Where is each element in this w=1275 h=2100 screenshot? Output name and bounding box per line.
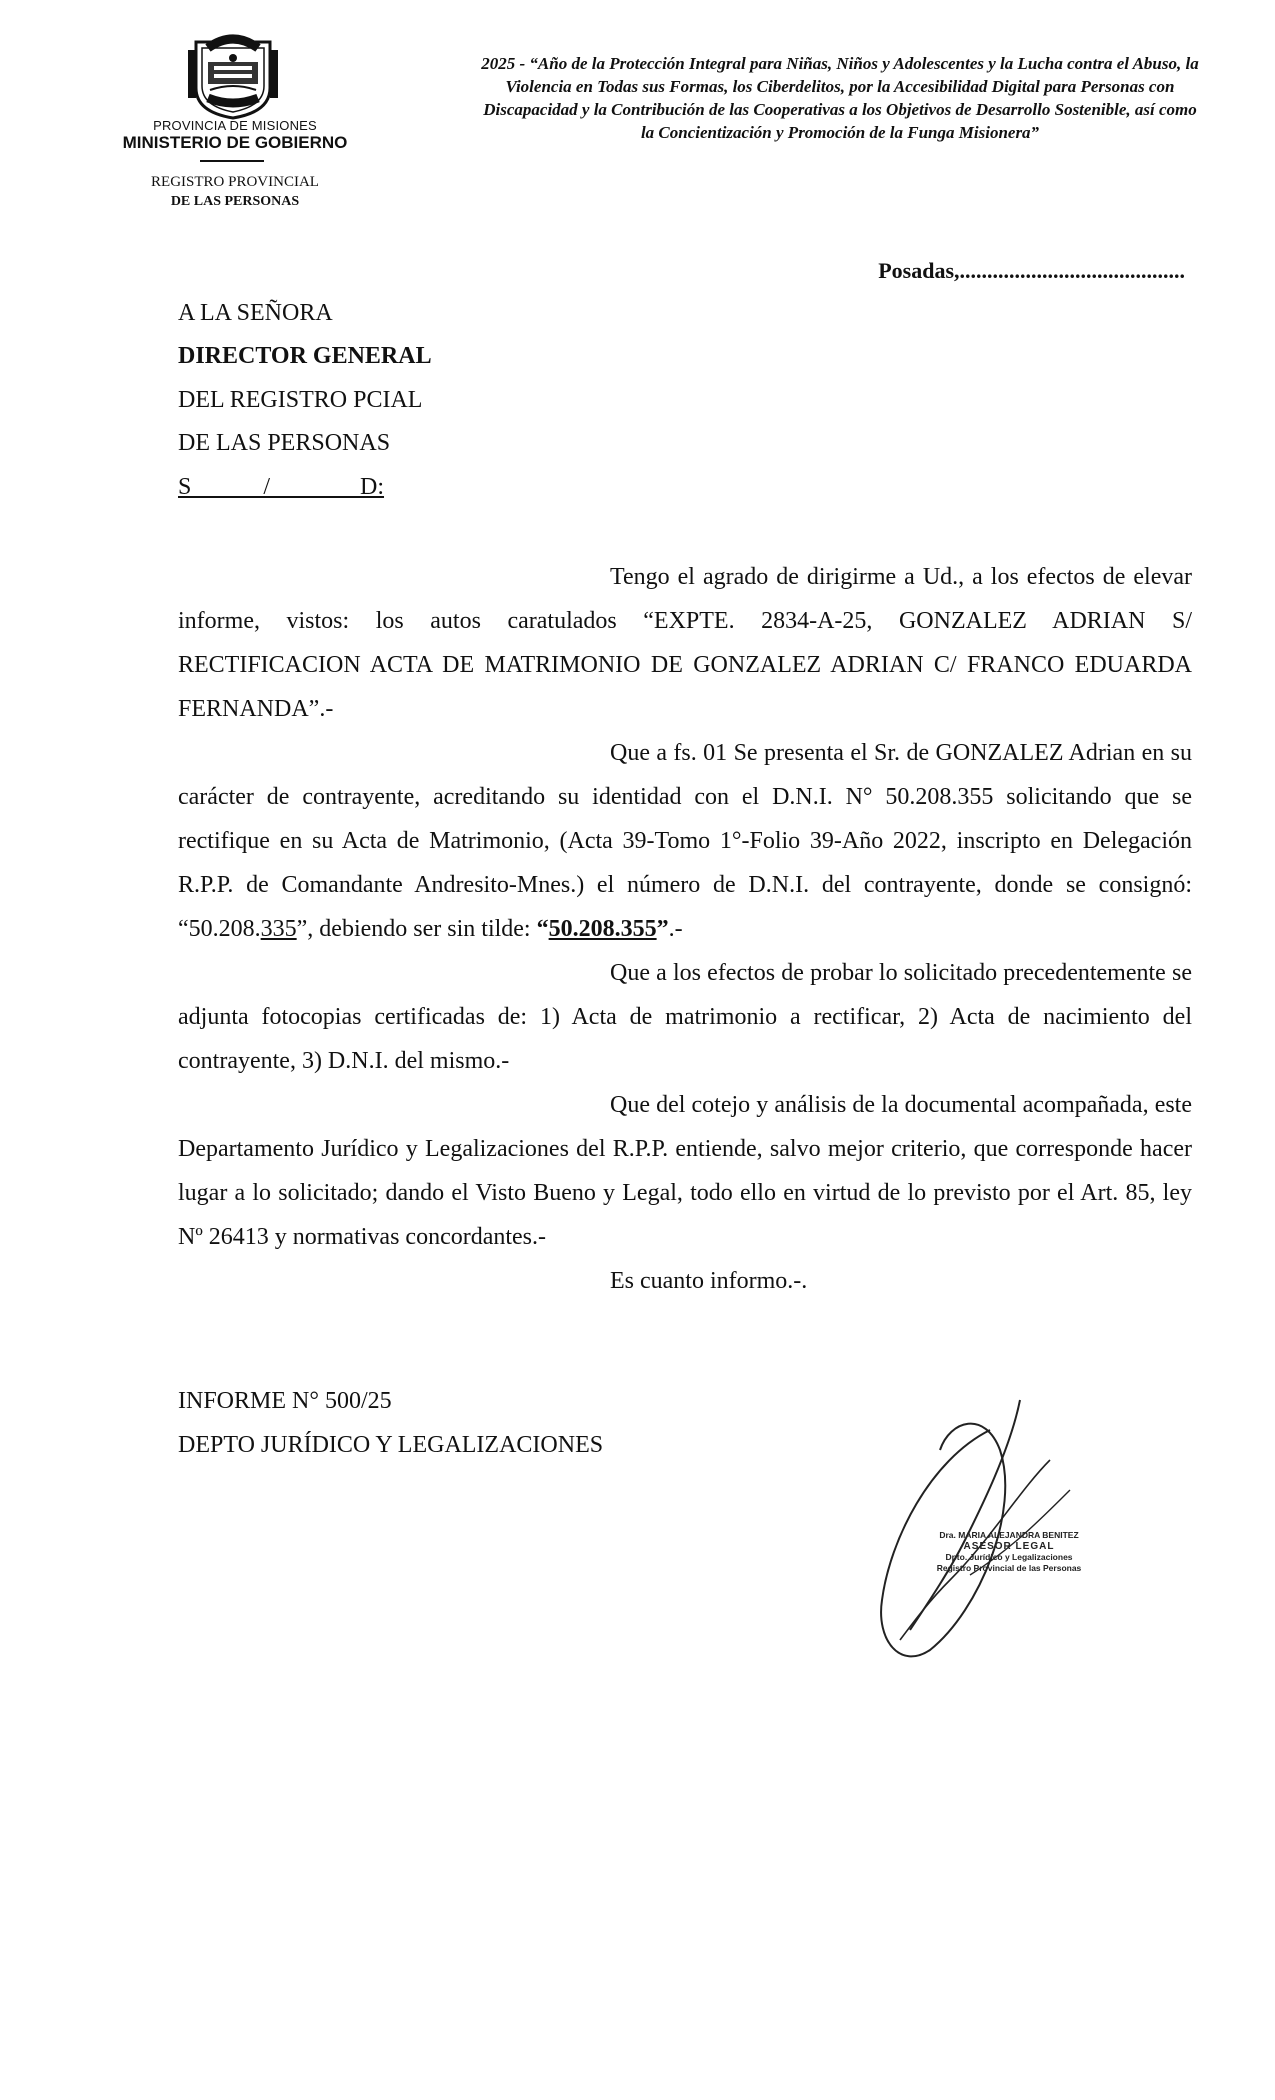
addressee-line-4: DE LAS PERSONAS <box>178 430 391 456</box>
addressee-sd: S / D: <box>178 474 385 500</box>
province-seal <box>178 28 288 120</box>
wrong-digits: 335 <box>260 916 297 942</box>
signature-stamp <box>924 1530 1094 1574</box>
paragraph-2 <box>178 731 1192 951</box>
place-date: Posadas,......................................... <box>878 258 1185 283</box>
paragraph-1: Tengo el agrado de dirigirme a Ud., a los efectos de elevar informe, vistos: los autos caratulados “EXPTE. 2834-A-25, GONZALEZ ADRIAN S/ RECTIFICACION ACTA DE MATRIMONIO DE GONZALEZ ADRIAN C/ FRANCO EDUARDA FERNANDA”.- <box>178 564 1192 722</box>
province-name: PROVINCIA DE MISIONES <box>153 118 317 133</box>
year-motto: 2025 - “Año de la Protección Integral para Niñas, Niños y Adolescentes y la Lucha contra el Abuso, la Violencia en Todas sus Formas, los Ciberdelitos, por la Accesibilidad Digital para Personas con Discapacidad y la Contribución de las Cooperativas a los Objetivos de Desarrollo Sostenible, así como la Concientización y Promoción de la Funga Misionera” <box>481 54 1199 142</box>
paragraph-4: Que del cotejo y análisis de la documental acompañada, este Departamento Jurídico y Legalizaciones del R.P.P. entiende, salvo mejor criterio, que corresponde hacer lugar a lo solicitado; dando el Visto Bueno y Legal, todo ello en virtud de lo previsto por el Art. 85, ley Nº 26413 y normativas concordantes.- <box>178 1092 1192 1250</box>
report-number: INFORME N° 500/25 <box>178 1388 392 1414</box>
paragraph-5: Es cuanto informo.-. <box>610 1268 808 1294</box>
department-name: DEPTO JURÍDICO Y LEGALIZACIONES <box>178 1432 604 1458</box>
addressee-line-3: DEL REGISTRO PCIAL <box>178 387 423 413</box>
stamp-line-2: ASESOR LEGAL <box>963 1541 1055 1552</box>
letter-body <box>178 555 1192 1303</box>
paragraph-2-end: .- <box>668 916 683 942</box>
stamp-line-1: Dra. MARIA ALEJANDRA BENITEZ <box>939 1530 1079 1540</box>
stamp-line-3: Dpto. Jurídico y Legalizaciones <box>945 1552 1073 1562</box>
correct-dni-close-quote: ” <box>656 916 669 942</box>
correct-dni: 50.208.355 <box>548 916 657 942</box>
ministry-name: MINISTERIO DE GOBIERNO <box>122 133 348 152</box>
registry-line-1: REGISTRO PROVINCIAL <box>151 174 319 190</box>
correct-dni-open-quote: “ <box>536 916 549 942</box>
paragraph-3: Que a los efectos de probar lo solicitado precedentemente se adjunta fotocopias certificadas de: 1) Acta de matrimonio a rectificar, 2) Acta de nacimiento del contrayente, 3) D.N.I. del mismo.- <box>178 960 1192 1074</box>
stamp-line-4: Registro Provincial de las Personas <box>936 1563 1082 1573</box>
addressee-line-1: A LA SEÑORA <box>178 300 333 326</box>
paragraph-2-text: Que a fs. 01 Se presenta el Sr. de GONZALEZ Adrian en su carácter de contrayente, acreditando su identidad con el D.N.I. N° 50.208.355 solicitando que se rectifique en su Acta de Matrimonio, (Acta 39-Tomo 1°-Folio 39-Año 2022, inscripto en Delegación R.P.P. de Comandante Andresito-Mnes.) el número de D.N.I. del contrayente, donde se consignó: “50.208. <box>178 740 1192 942</box>
header-divider <box>200 160 264 162</box>
seal-icon <box>178 28 288 120</box>
paragraph-2-mid: ”, debiendo ser sin tilde: <box>296 916 537 942</box>
registry-line-2: DE LAS PERSONAS <box>170 194 300 209</box>
registry-name <box>110 172 360 212</box>
addressee-line-2: DIRECTOR GENERAL <box>178 343 432 369</box>
